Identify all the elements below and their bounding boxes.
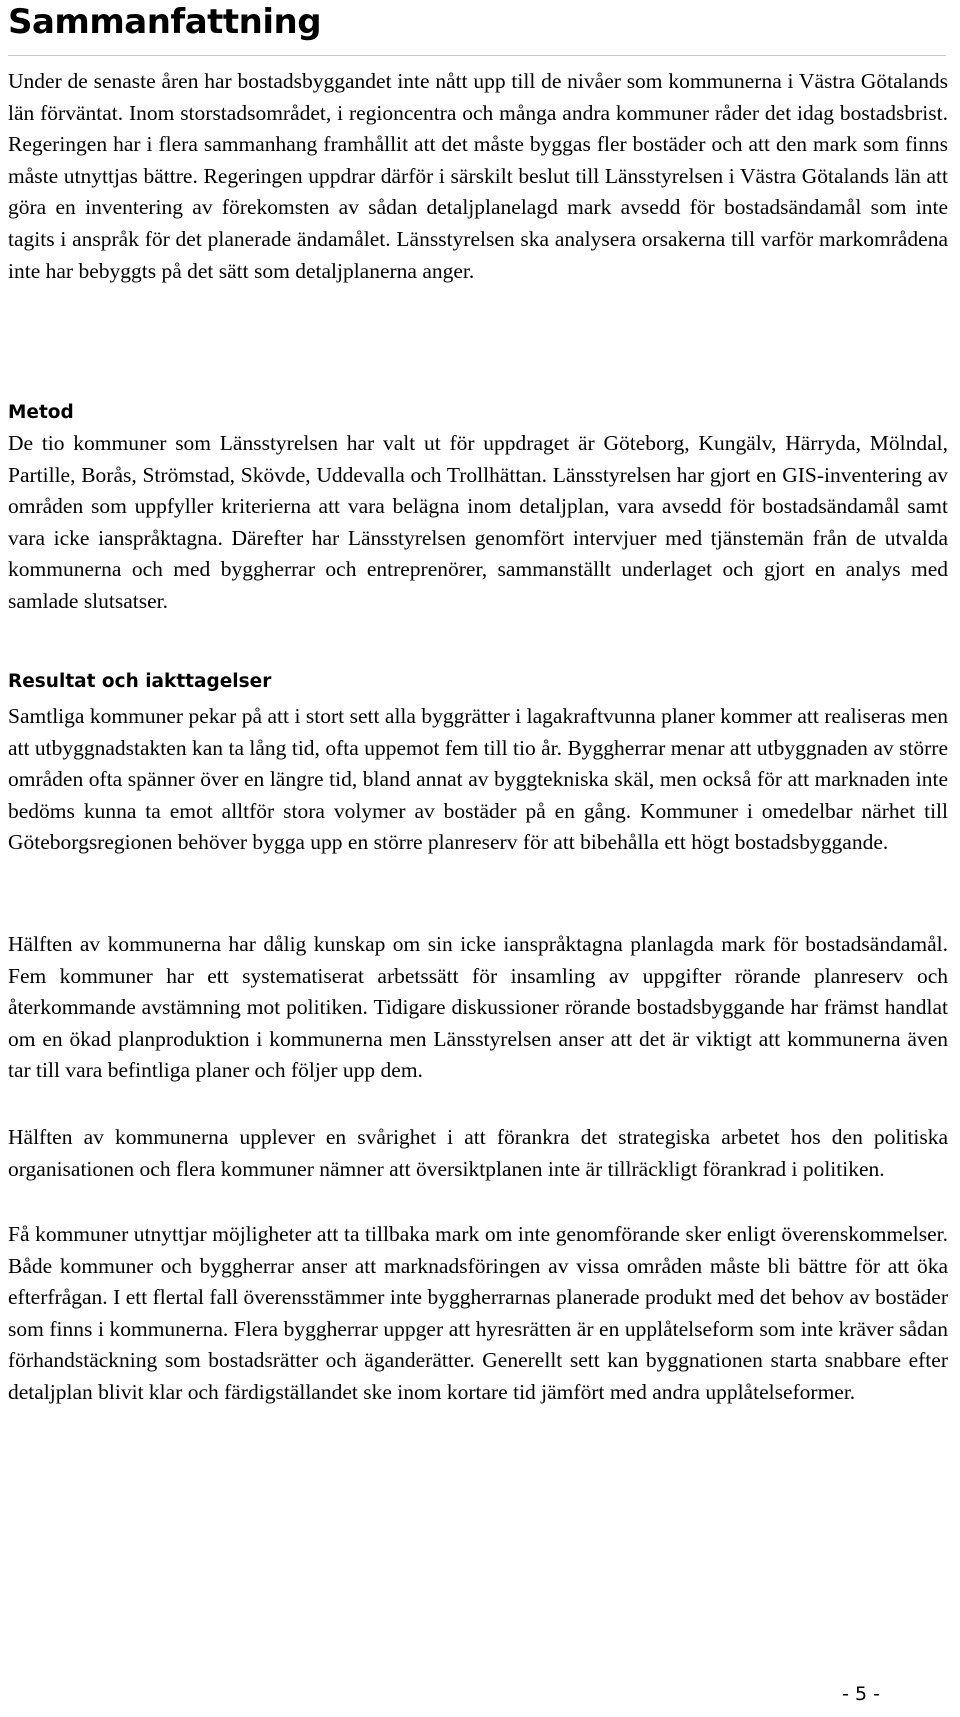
page-title: Sammanfattning <box>8 2 322 42</box>
summary-paragraph: Under de senaste åren har bostadsbyggandet inte nått upp till de nivåer som kommunerna i Västra Götalands län förväntat. Inom storstadsområdet, i regioncentra och många andra kommuner råder det idag bostadsbrist. Regeringen har i flera sammanhang framhållit att det måste byggas fler bostäder och att den mark som finns måste utnyttjas bättre. Regeringen uppdrar därför i särskilt beslut till Länsstyrelsen i Västra Götalands län att göra en inventering av förekomsten av sådan detaljplanelagd mark avsedd för bostadsändamål som inte tagits i anspråk för det planerade ändamålet. Länsstyrelsen ska analysera orsakerna till varför markområdena inte har bebyggts på det sätt som detaljplanerna anger. <box>8 69 948 283</box>
page-number: - 5 - <box>842 1683 880 1705</box>
method-heading: Metod <box>8 402 74 423</box>
results-paragraph: Hälften av kommunerna upplever en svårighet i att förankra det strategiska arbetet hos den politiska organisationen och flera kommuner nämner att översiktplanen inte är tillräckligt förankrad i politiken. <box>8 1125 948 1181</box>
page-number-container <box>0 1683 880 1705</box>
results-paragraph: Samtliga kommuner pekar på att i stort sett alla byggrätter i lagakraftvunna planer kommer att realiseras men att utbyggnadstakten kan ta lång tid, ofta uppemot fem till tio år. Byggherrar menar att utbyggnaden av större områden ofta spänner över en längre tid, bland annat av byggtekniska skäl, men också för att marknaden inte bedöms kunna ta emot alltför stora volymer av bostäder på en gång. Kommuner i omedelbar närhet till Göteborgsregionen behöver bygga upp en större planreserv för att bibehålla ett högt bostadsbyggande. <box>8 704 948 855</box>
title-divider <box>8 55 946 56</box>
results-paragraph: Få kommuner utnyttjar möjligheter att ta tillbaka mark om inte genomförande sker enligt överenskommelser. Både kommuner och byggherrar anser att marknadsföringen av vissa områden måste bli bättre för att öka efterfrågan. I ett flertal fall överensstämmer inte byggherrarnas planerade produkt med det behov av bostäder som finns i kommunerna. Flera byggherrar uppger att hyresrätten är en upplåtelseform som inte kräver sådan förhandstäckning som bostadsrätter och äganderätter. Generellt sett kan byggnationen starta snabbare efter detaljplan blivit klar och färdigställandet ske inom kortare tid jämfört med andra upplåtelseformer. <box>8 1222 948 1404</box>
results-paragraph: Hälften av kommunerna har dålig kunskap om sin icke ianspråktagna planlagda mark för bostadsändamål. Fem kommuner har ett systematiserat arbetssätt för insamling av uppgifter rörande planreserv och återkommande avstämning mot politiken. Tidigare diskussioner rörande bostadsbyggande har främst handlat om en ökad planproduktion i kommunerna men Länsstyrelsen anser att det är viktigt att kommunerna även tar till vara befintliga planer och följer upp dem. <box>8 932 948 1083</box>
results-heading: Resultat och iakttagelser <box>8 671 272 692</box>
method-paragraph: De tio kommuner som Länsstyrelsen har valt ut för uppdraget är Göteborg, Kungälv, Härryda, Mölndal, Partille, Borås, Strömstad, Skövde, Uddevalla och Trollhättan. Länsstyrelsen har gjort en GIS-inventering av områden som uppfyller kriterierna att vara belägna inom detaljplan, vara avsedd för bostadsändamål samt vara icke ianspråktagna. Därefter har Länsstyrelsen genomfört intervjuer med tjänstemän från de utvalda kommunerna och med byggherrar och entreprenörer, sammanställt underlaget och gjort en analys med samlade slutsatser. <box>8 431 948 613</box>
